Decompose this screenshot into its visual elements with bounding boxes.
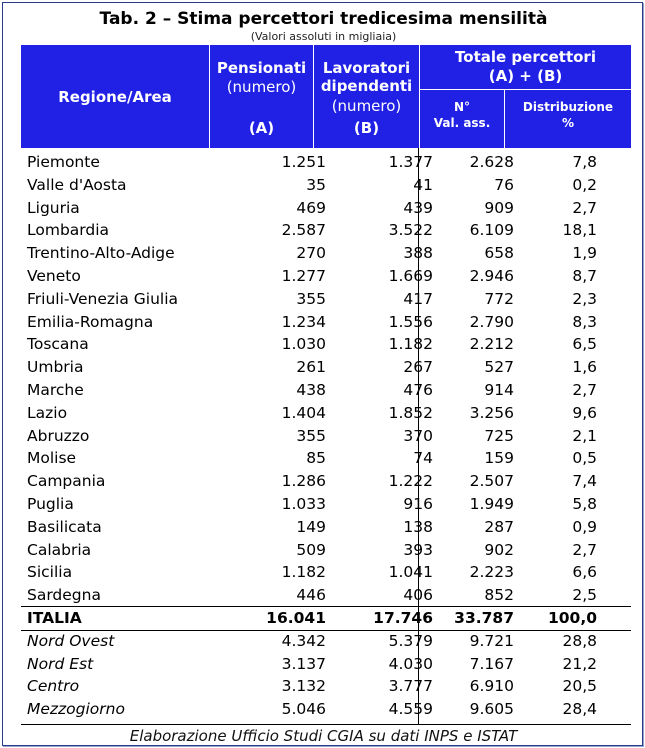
header-dist-title: Distribuzione (522, 100, 614, 114)
area-row (21, 630, 631, 653)
region-cell: Lombardia (27, 221, 110, 240)
table-row (21, 402, 631, 425)
region-cell: Piemonte (27, 153, 100, 171)
region-cell: Puglia (27, 494, 74, 513)
header-pensionati-code: (A) (248, 119, 275, 137)
header-totale-title: Totale percettori (455, 48, 596, 66)
totale-cell: 2.223 (469, 563, 514, 582)
region-cell: Trentino-Alto-Adige (27, 244, 175, 263)
header-totale-formula: (A) + (B) (488, 67, 563, 85)
lavoratori-cell: 4.030 (388, 654, 433, 673)
table-row (21, 151, 631, 174)
pensionati-cell: 438 (296, 380, 326, 399)
distribuzione-cell: 20,5 (562, 677, 597, 696)
distribuzione-cell: 5,8 (572, 494, 597, 513)
area-row (21, 698, 631, 721)
region-cell: ITALIA (27, 608, 82, 627)
region-cell: Veneto (27, 266, 81, 285)
region-cell: Emilia-Romagna (27, 312, 154, 331)
table-row (21, 493, 631, 516)
lavoratori-cell: 4.559 (388, 700, 433, 719)
pensionati-cell: 1.277 (281, 266, 326, 285)
totale-cell: 9.721 (469, 631, 514, 650)
totale-cell: 2.507 (469, 472, 514, 491)
region-cell: Umbria (27, 358, 84, 377)
lavoratori-cell: 406 (403, 586, 433, 605)
distribuzione-cell: 0,9 (572, 517, 597, 536)
header-region (21, 45, 209, 148)
distribuzione-cell: 28,4 (562, 700, 597, 719)
header-lavoratori-code: (B) (353, 119, 380, 137)
area-row (21, 653, 631, 676)
totale-cell: 902 (484, 540, 514, 559)
table-row (21, 379, 631, 402)
area-row (21, 675, 631, 698)
region-cell: Sicilia (27, 563, 73, 582)
lavoratori-cell: 393 (403, 540, 433, 559)
table-subtitle: (Valori assoluti in migliaia) (250, 30, 397, 43)
table-frame (2, 2, 643, 746)
lavoratori-cell: 3.777 (388, 677, 433, 696)
pensionati-cell: 16.041 (266, 608, 326, 627)
distribuzione-cell: 21,2 (562, 654, 597, 673)
header-lavoratori-title2: dipendenti (320, 77, 413, 95)
region-cell: Toscana (27, 335, 89, 354)
region-cell: Mezzogiorno (27, 700, 125, 719)
totale-cell: 772 (484, 289, 514, 308)
pensionati-cell: 469 (296, 198, 326, 217)
table-row (21, 561, 631, 584)
pensionati-cell: 355 (296, 289, 326, 308)
totale-cell: 2.790 (469, 312, 514, 331)
totale-cell: 658 (484, 244, 514, 263)
lavoratori-cell: 74 (413, 449, 433, 468)
distribuzione-cell: 6,6 (572, 563, 597, 582)
table-row (21, 311, 631, 334)
distribuzione-cell: 2,1 (572, 426, 597, 445)
header-region-label: Regione/Area (58, 88, 172, 106)
distribuzione-cell: 0,5 (572, 449, 597, 468)
region-cell: Campania (27, 472, 106, 491)
lavoratori-cell: 5.379 (388, 631, 433, 650)
table-row (21, 470, 631, 493)
distribuzione-cell: 7,4 (572, 472, 597, 491)
totale-cell: 2.628 (469, 153, 514, 171)
distribuzione-cell: 28,8 (562, 631, 597, 650)
table-row (21, 356, 631, 379)
region-cell: Lazio (27, 403, 68, 422)
pensionati-cell: 1.286 (281, 472, 326, 491)
totale-cell: 1.949 (469, 494, 514, 513)
totale-cell: 914 (484, 380, 514, 399)
lavoratori-cell: 1.669 (388, 266, 433, 285)
distribuzione-cell: 2,7 (572, 380, 597, 399)
pensionati-cell: 1.251 (281, 153, 326, 171)
table-title: Tab. 2 – Stima percettori tredicesima mensilità (99, 9, 548, 29)
totale-cell: 527 (484, 358, 514, 377)
region-cell: Molise (27, 449, 77, 468)
totale-cell: 33.787 (454, 608, 514, 627)
header-pensionati-unit: (numero) (226, 78, 297, 96)
totale-cell: 9.605 (469, 700, 514, 719)
lavoratori-cell: 41 (413, 175, 433, 194)
pensionati-cell: 4.342 (281, 631, 326, 650)
distribuzione-cell: 2,7 (572, 540, 597, 559)
table-row (21, 265, 631, 288)
pensionati-cell: 1.404 (281, 403, 326, 422)
table-row (21, 288, 631, 311)
table-row (21, 539, 631, 562)
total-row (21, 607, 631, 630)
distribuzione-cell: 18,1 (562, 221, 597, 240)
header-pensionati-title: Pensionati (216, 59, 307, 77)
region-cell: Nord Est (27, 654, 94, 673)
pensionati-cell: 5.046 (281, 700, 326, 719)
distribuzione-cell: 2,3 (572, 289, 597, 308)
table-row (21, 242, 631, 265)
header-pensionati (210, 45, 313, 148)
table-row (21, 447, 631, 470)
table-row (21, 516, 631, 539)
table-row (21, 584, 631, 607)
lavoratori-cell: 3.522 (388, 221, 433, 240)
lavoratori-cell: 1.222 (388, 472, 433, 491)
distribuzione-cell: 100,0 (547, 608, 597, 627)
lavoratori-cell: 476 (403, 380, 433, 399)
lavoratori-cell: 370 (403, 426, 433, 445)
pensionati-cell: 85 (306, 449, 326, 468)
lavoratori-cell: 138 (403, 517, 433, 536)
totale-cell: 287 (484, 517, 514, 536)
header-lavoratori-unit: (numero) (331, 97, 402, 115)
pensionati-cell: 2.587 (281, 221, 326, 240)
distribuzione-cell: 6,5 (572, 335, 597, 354)
totale-cell: 2.212 (469, 335, 514, 354)
totale-cell: 159 (484, 449, 514, 468)
lavoratori-cell: 1.556 (388, 312, 433, 331)
pensionati-cell: 446 (296, 586, 326, 605)
distribuzione-cell: 1,9 (572, 244, 597, 263)
distribuzione-cell: 7,8 (572, 153, 597, 171)
pensionati-cell: 35 (306, 175, 326, 194)
pensionati-cell: 1.182 (281, 563, 326, 582)
header-lavoratori (314, 45, 419, 148)
distribuzione-cell: 2,5 (572, 586, 597, 605)
header-totale (420, 45, 631, 148)
table-row (21, 425, 631, 448)
pensionati-cell: 3.132 (281, 677, 326, 696)
table-row (21, 219, 631, 242)
header-dist-sub: % (561, 116, 575, 130)
totale-cell: 7.167 (469, 654, 514, 673)
lavoratori-cell: 1.852 (388, 403, 433, 422)
pensionati-cell: 3.137 (281, 654, 326, 673)
pensionati-cell: 1.030 (281, 335, 326, 354)
region-cell: Sardegna (27, 586, 101, 605)
lavoratori-cell: 439 (403, 198, 433, 217)
rule-bottom (21, 724, 631, 725)
totale-cell: 6.109 (469, 221, 514, 240)
pensionati-cell: 149 (296, 517, 326, 536)
pensionati-cell: 1.234 (281, 312, 326, 331)
table-row (21, 174, 631, 197)
table-body (21, 151, 631, 721)
distribuzione-cell: 1,6 (572, 358, 597, 377)
header-lavoratori-title1: Lavoratori (322, 59, 411, 77)
region-cell: Valle d'Aosta (27, 175, 127, 194)
totale-cell: 76 (494, 175, 514, 194)
distribuzione-cell: 0,2 (572, 175, 597, 194)
lavoratori-cell: 388 (403, 244, 433, 263)
region-cell: Abruzzo (27, 426, 90, 445)
lavoratori-cell: 1.182 (388, 335, 433, 354)
lavoratori-cell: 1.377 (388, 153, 433, 171)
lavoratori-cell: 417 (403, 289, 433, 308)
lavoratori-cell: 916 (403, 494, 433, 513)
lavoratori-cell: 17.746 (373, 608, 433, 627)
header-n-sub: Val. ass. (433, 116, 491, 130)
totale-cell: 2.946 (469, 266, 514, 285)
table-row (21, 333, 631, 356)
lavoratori-cell: 1.041 (388, 563, 433, 582)
header-totale-divider (420, 89, 631, 90)
totale-cell: 6.910 (469, 677, 514, 696)
region-cell: Nord Ovest (27, 631, 115, 650)
pensionati-cell: 270 (296, 244, 326, 263)
region-cell: Liguria (27, 198, 80, 217)
region-cell: Friuli-Venezia Giulia (27, 289, 179, 308)
totale-cell: 725 (484, 426, 514, 445)
table-row (21, 197, 631, 220)
header-n-title: N° (453, 100, 471, 114)
distribuzione-cell: 8,3 (572, 312, 597, 331)
pensionati-cell: 261 (296, 358, 326, 377)
totale-cell: 3.256 (469, 403, 514, 422)
region-cell: Basilicata (27, 517, 102, 536)
pensionati-cell: 509 (296, 540, 326, 559)
totale-cell: 909 (484, 198, 514, 217)
distribuzione-cell: 2,7 (572, 198, 597, 217)
totale-cell: 852 (484, 586, 514, 605)
region-cell: Centro (27, 677, 80, 696)
region-cell: Calabria (27, 540, 92, 559)
lavoratori-cell: 267 (403, 358, 433, 377)
pensionati-cell: 1.033 (281, 494, 326, 513)
distribuzione-cell: 8,7 (572, 266, 597, 285)
source-note: Elaborazione Ufficio Studi CGIA su dati INPS e ISTAT (129, 727, 518, 745)
pensionati-cell: 355 (296, 426, 326, 445)
region-cell: Marche (27, 380, 84, 399)
distribuzione-cell: 9,6 (572, 403, 597, 422)
